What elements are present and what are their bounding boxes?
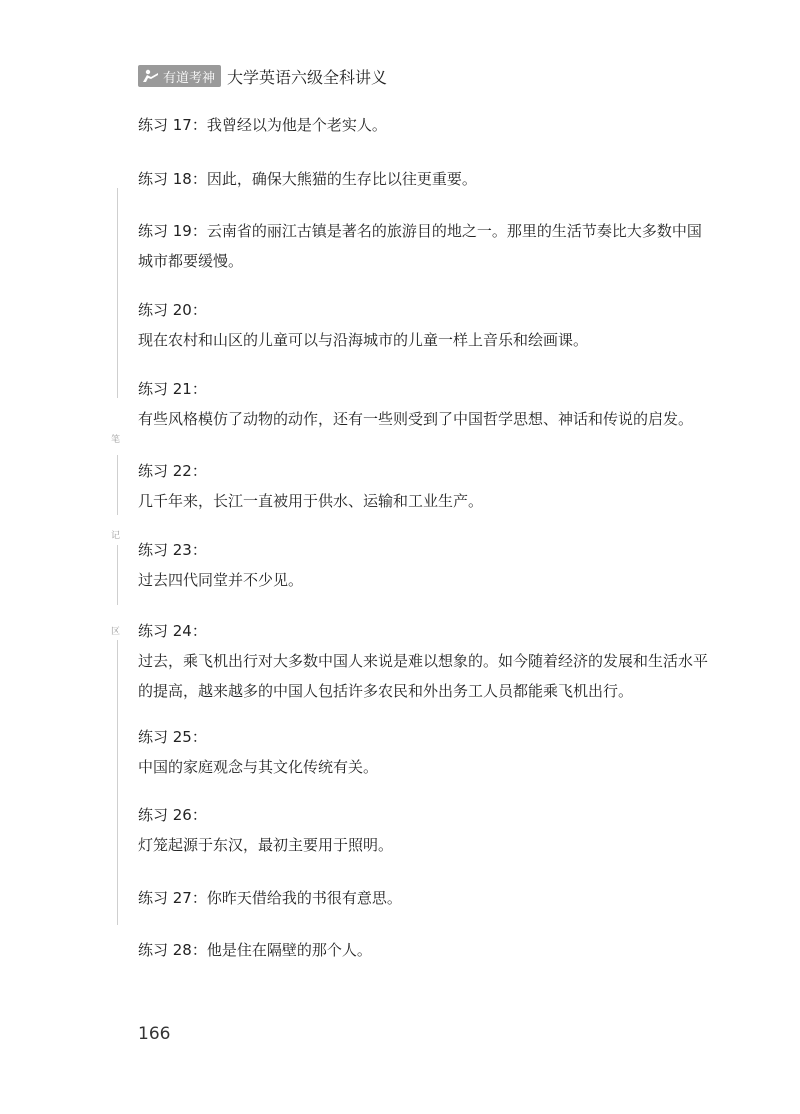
exercise-23 <box>138 535 708 595</box>
exercise-line: 练习 20： <box>138 301 207 319</box>
exercise-17 <box>138 110 708 140</box>
exercise-line: 几千年来，长江一直被用于供水、运输和工业生产。 <box>138 492 484 510</box>
margin-line <box>117 455 118 515</box>
exercise-line: 过去，乘飞机出行对大多数中国人来说是难以想象的。如今随着经济的发展和生活水平 <box>138 652 709 670</box>
exercise-25 <box>138 722 708 782</box>
exercise-22 <box>138 456 708 516</box>
notes-area-label: 区 <box>111 627 121 637</box>
page-header <box>138 64 387 88</box>
exercise-line: 练习 28：他是住在隔壁的那个人。 <box>138 941 372 959</box>
exercise-line: 灯笼起源于东汉，最初主要用于照明。 <box>138 836 394 854</box>
exercise-line: 现在农村和山区的儿童可以与沿海城市的儿童一样上音乐和绘画课。 <box>138 331 589 349</box>
exercise-19 <box>138 216 708 276</box>
exercise-line: 的提高，越来越多的中国人包括许多农民和外出务工人员都能乘飞机出行。 <box>138 682 634 700</box>
exercise-line: 练习 21： <box>138 380 207 398</box>
page-number: 166 <box>138 1024 171 1044</box>
exercise-line: 练习 18：因此，确保大熊猫的生存比以往更重要。 <box>138 170 477 188</box>
exercise-18 <box>138 164 708 194</box>
brand-badge-text: 有道考神 <box>163 70 216 86</box>
exercise-24 <box>138 616 708 706</box>
exercise-line: 练习 23： <box>138 541 207 559</box>
exercise-line: 城市都要缓慢。 <box>138 252 244 270</box>
exercise-27 <box>138 883 708 913</box>
book-title: 大学英语六级全科讲义 <box>227 67 388 87</box>
margin-line <box>117 545 118 605</box>
exercise-line: 练习 25： <box>138 728 207 746</box>
exercise-line: 练习 19：云南省的丽江古镇是著名的旅游目的地之一。那里的生活节奏比大多数中国 <box>138 222 702 240</box>
exercise-line: 有些风格模仿了动物的动作，还有一些则受到了中国哲学思想、神话和传说的启发。 <box>138 410 694 428</box>
exercise-26 <box>138 800 708 860</box>
margin-line <box>117 640 118 925</box>
exercise-20 <box>138 295 708 355</box>
exercise-21 <box>138 374 708 434</box>
exercise-line: 中国的家庭观念与其文化传统有关。 <box>138 758 379 776</box>
reading-person-icon <box>142 69 160 83</box>
exercise-line: 练习 17：我曾经以为他是个老实人。 <box>138 116 387 134</box>
brand-badge <box>138 65 221 87</box>
exercise-line: 练习 26： <box>138 806 207 824</box>
notes-area-label: 笔 <box>111 435 121 445</box>
exercise-line: 练习 27：你昨天借给我的书很有意思。 <box>138 889 402 907</box>
exercise-line: 过去四代同堂并不少见。 <box>138 571 304 589</box>
exercise-line: 练习 24： <box>138 622 207 640</box>
exercise-28 <box>138 935 708 965</box>
margin-line <box>117 188 118 398</box>
exercise-line: 练习 22： <box>138 462 207 480</box>
notes-area-label: 记 <box>111 531 121 541</box>
